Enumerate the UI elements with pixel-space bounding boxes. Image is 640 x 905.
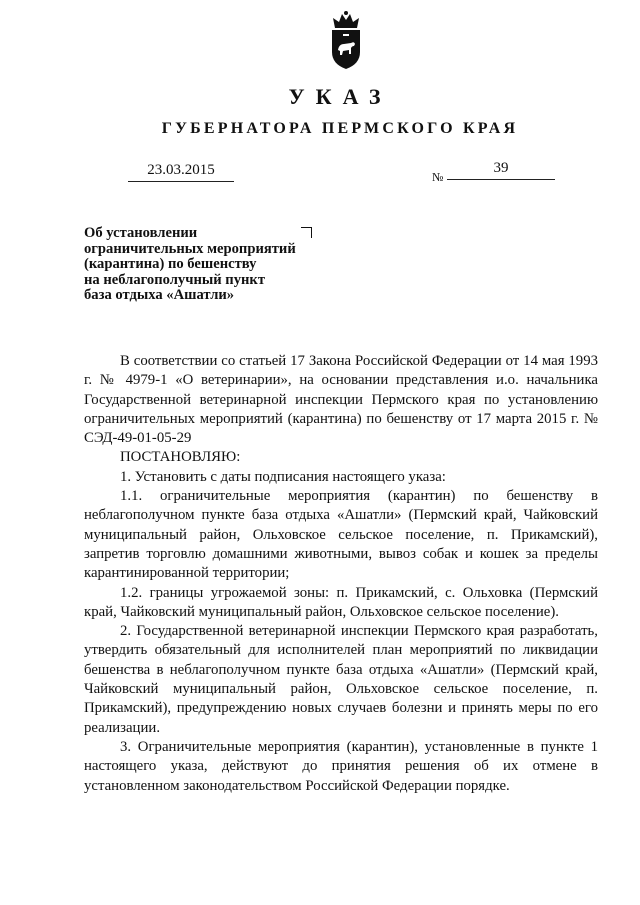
body-paragraph: ПОСТАНОВЛЯЮ:	[120, 449, 241, 466]
decree-subject	[84, 226, 314, 304]
subject-line: база отдыха «Ашатли»	[84, 287, 235, 303]
body-paragraph: 3. Ограничительные мероприятия (карантин), установленные в пункте 1 настоящего указа, действуют до принятия решения об их отмене в установленном законодательством Российской Федерации порядке.	[84, 738, 598, 794]
body-paragraph: 1. Установить с даты подписания настоящего указа:	[120, 468, 446, 485]
body-paragraph: 1.1. ограничительные мероприятия (карантин) по бешенству в неблагополучном пункте база отдыха «Ашатли» (Пермский край, Чайковский муниципальный район, Ольховское сельское поселение, п. Прикамский), запретив торговлю домашними животными, вывоз собак и кошек за пределы карантинированной территории;	[84, 488, 598, 582]
subject-line: Об установлении	[84, 225, 198, 241]
decree-date: 23.03.2015	[128, 162, 234, 182]
body-paragraph: 2. Государственной ветеринарной инспекции Пермского края разработать, утвердить обязательный для исполнителей план мероприятий по ликвидации бешенства в неблагополучном пункте база отдыха «Ашатли» (Пермский край, Чайковский муниципальный район, Ольховское сельское поселение, п. Прикамский), предупреждению новых случаев болезни и принять меры по его реализации.	[84, 623, 598, 736]
subject-line: (карантина) по бешенству	[84, 256, 257, 272]
document-subtitle: ГУБЕРНАТОРА ПЕРМСКОГО КРАЯ	[161, 120, 519, 137]
document-title: УКАЗ	[288, 84, 392, 109]
decree-body	[84, 352, 598, 796]
body-paragraph: В соответствии со статьей 17 Закона Российской Федерации от 14 мая 1993 г. № 4979-1 «О ветеринарии», на основании представления и.о. начальника Государственной ветеринарной инспекции Пермского края по установлению ограничительных мероприятий (карантина) по бешенству от 17 марта 2015 г. № СЭД-49-01-05-29	[84, 353, 598, 447]
perm-krai-coat-of-arms-icon	[329, 10, 363, 70]
subject-line: на неблагополучный пункт	[84, 271, 265, 288]
subject-line: ограничительных мероприятий	[84, 240, 296, 257]
decree-number: 39	[447, 160, 555, 180]
subject-corner-mark	[301, 227, 312, 238]
decree-number-label: №	[432, 170, 444, 184]
body-paragraph: 1.2. границы угрожаемой зоны: п. Прикамский, с. Ольховка (Пермский край, Чайковский муниципальный район, Ольховское сельское поселение).	[84, 584, 598, 620]
